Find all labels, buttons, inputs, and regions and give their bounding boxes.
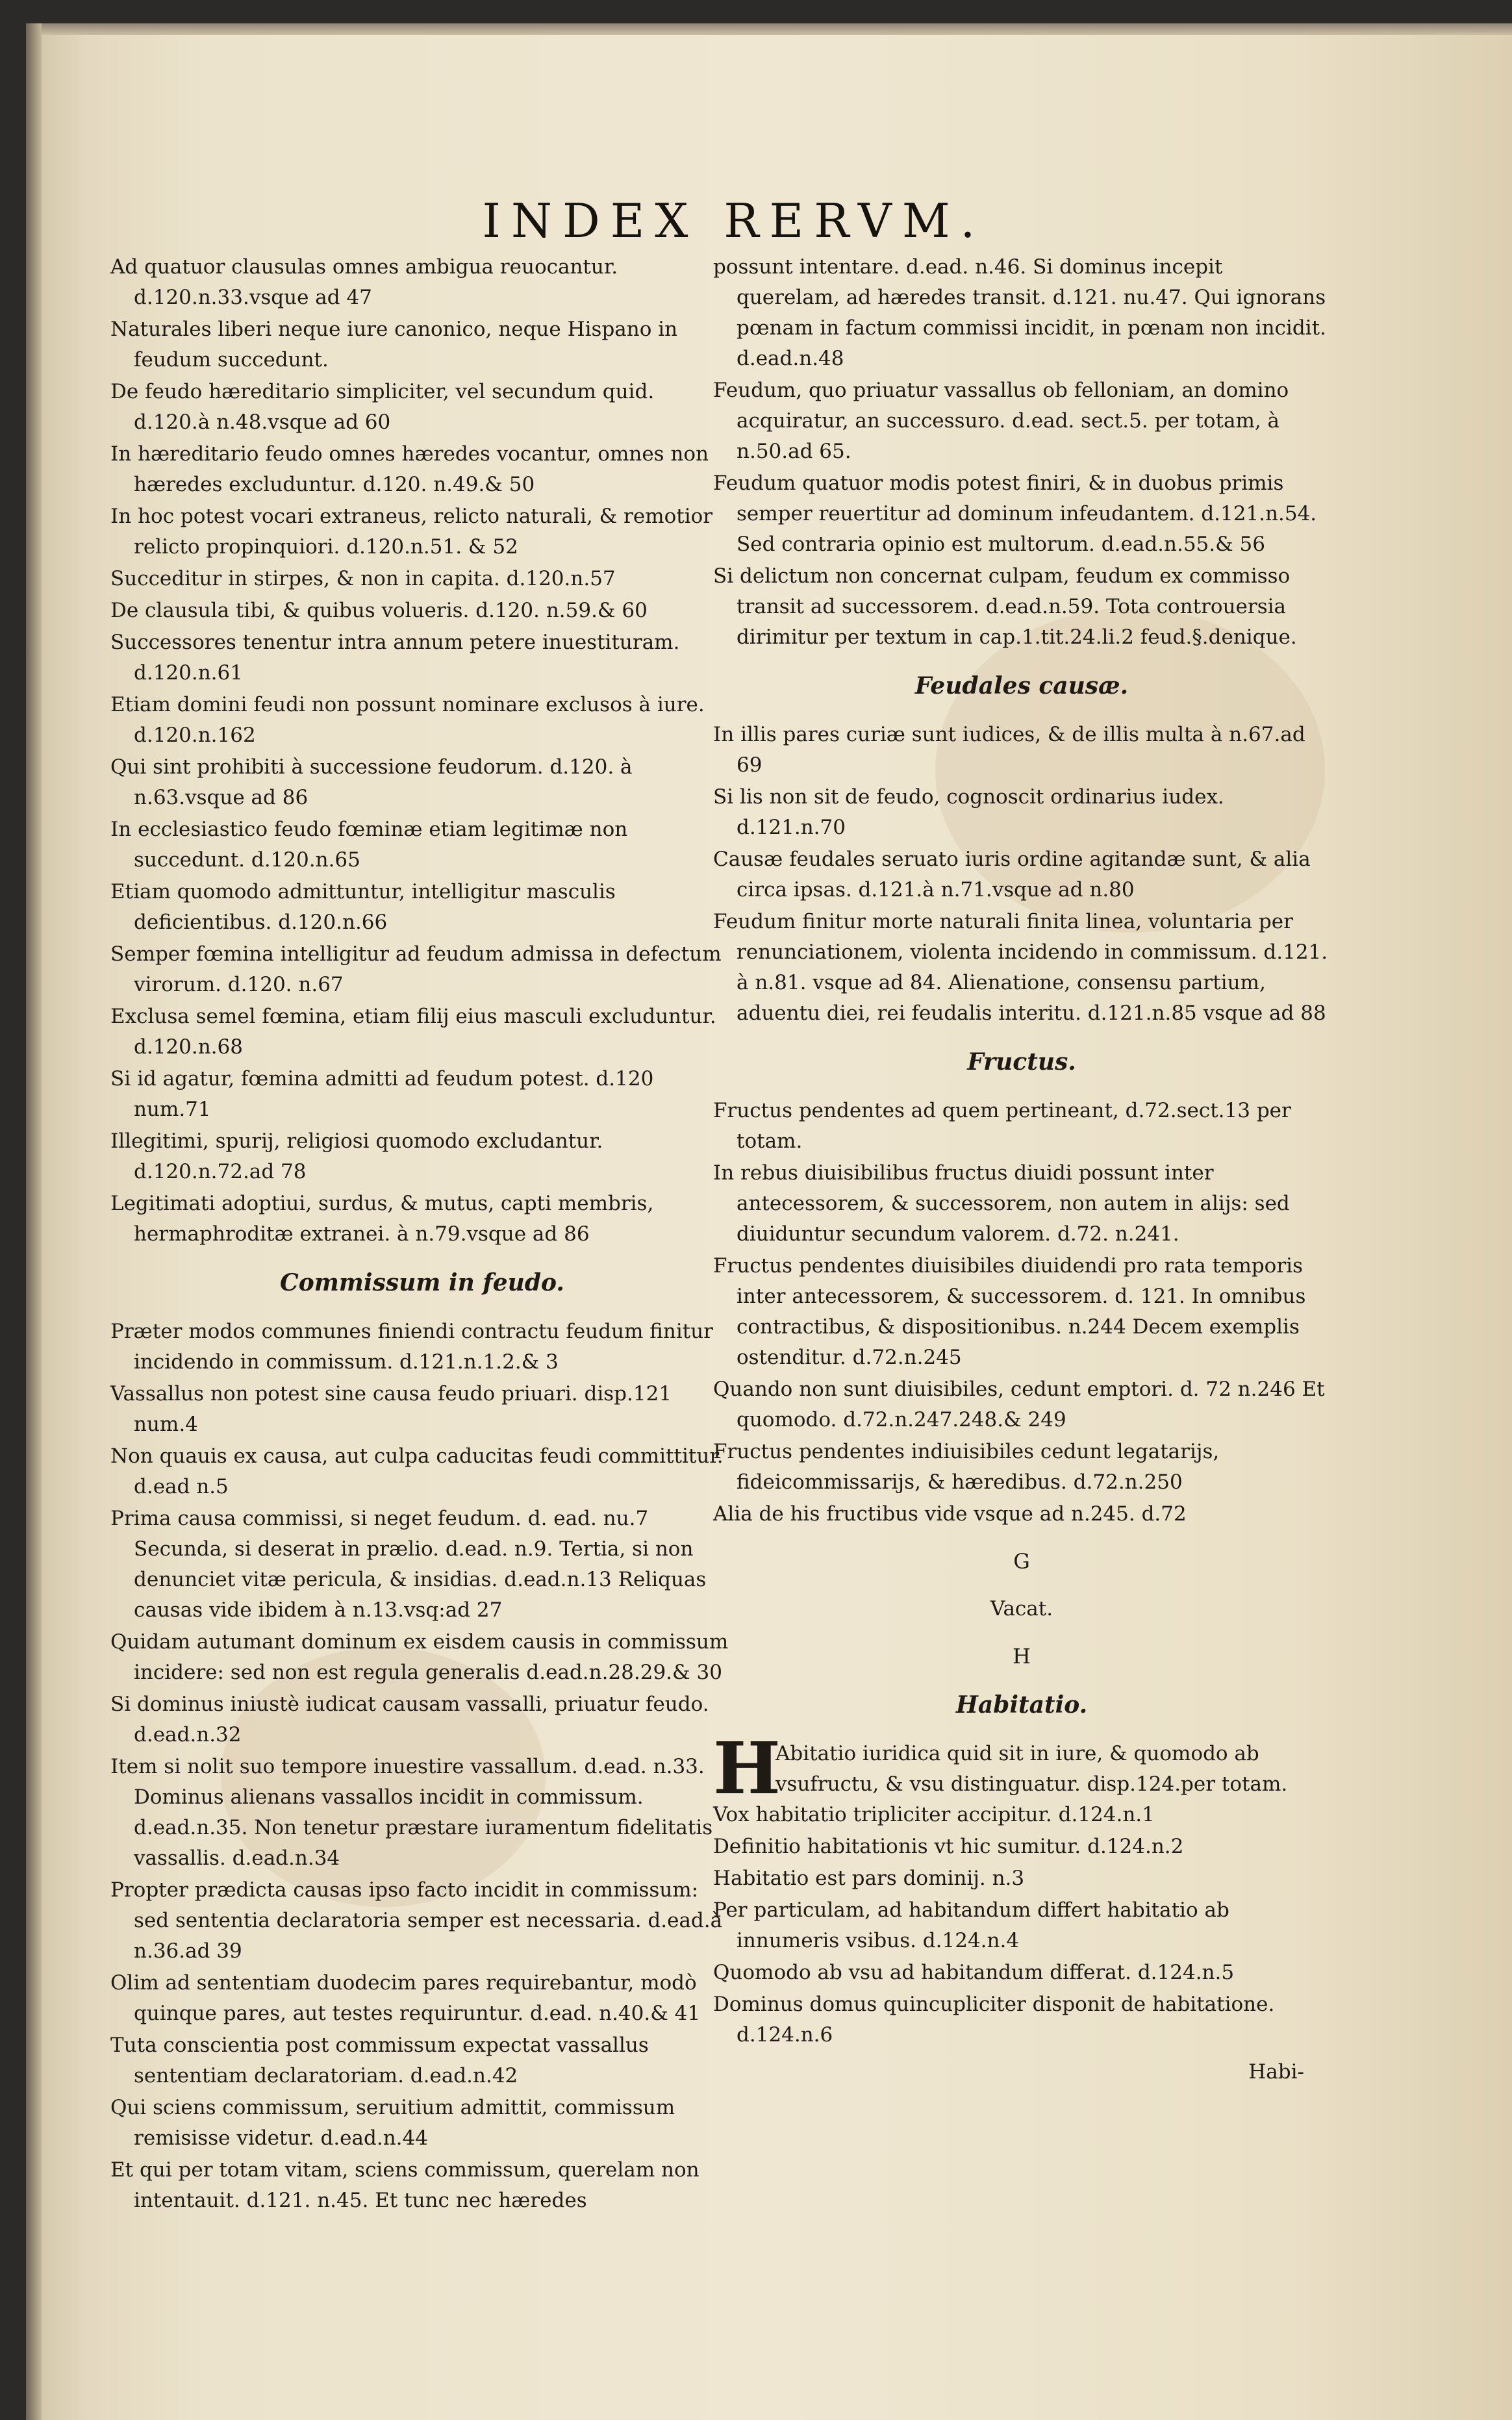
index-entry: Fructus pendentes indiuisibiles cedunt legatarijs, fideicommissarijs, & hæredibus. d.72.n.250	[713, 1440, 1220, 1494]
right-column	[713, 252, 1330, 2087]
index-entry: Si dominus iniustè iudicat causam vassalli, priuatur feudo. d.ead.n.32	[110, 1693, 709, 1746]
index-entry: Quidam autumant dominum ex eisdem causis in commissum incidere: sed non est regula generalis d.ead.n.28.29.& 30	[110, 1630, 729, 1684]
index-entry: Tuta conscientia post commissum expectat vassallus sententiam declaratoriam. d.ead.n.42	[110, 2034, 649, 2087]
index-entry: Naturales liberi neque iure canonico, neque Hispano in feudum succedunt.	[110, 318, 678, 372]
index-entry: Non quauis ex causa, aut culpa caducitas feudi committitur. d.ead n.5	[110, 1444, 724, 1498]
index-entry: Fructus pendentes ad quem pertineant, d.72.sect.13 per totam.	[713, 1099, 1291, 1153]
index-entry: Præter modos communes finiendi contractu feudum finitur incidendo in commissum. d.121.n.1.2.& 3	[110, 1320, 713, 1374]
index-entry: Feudum, quo priuatur vassallus ob felloniam, an domino acquiratur, an successuro. d.ead. sect.5. per totam, à n.50.ad 65.	[713, 379, 1289, 463]
index-entry: Qui sciens commissum, seruitium admittit, commissum remisisse videtur. d.ead.n.44	[110, 2096, 675, 2150]
book-page	[26, 23, 1512, 2420]
page-gutter-edge	[26, 23, 42, 2420]
right-entries-c	[713, 1096, 1330, 1530]
index-entry: Exclusa semel fœmina, etiam filij eius masculi excluduntur. d.120.n.68	[110, 1005, 716, 1059]
vacat-label: Vacat.	[990, 1597, 1053, 1620]
right-entries-a	[713, 252, 1330, 653]
index-entry: Quomodo ab vsu ad habitandum differat. d.124.n.5	[713, 1961, 1235, 1984]
section-heading-habitatio: Habitatio.	[955, 1691, 1088, 1719]
index-entry: Feudum finitur morte naturali finita linea, voluntaria per renunciationem, violenta incidendo in commissum. d.121. à n.81. vsque ad 84. Alienatione, consensu partium, aduentu diei, rei feudalis interitu. d.121.n.85 vsque ad 88	[713, 910, 1328, 1025]
index-entry: In rebus diuisibilibus fructus diuidi possunt inter antecessorem, & successorem, non autem in alijs: sed diuiduntur secundum valorem. d.72. n.241.	[713, 1161, 1290, 1246]
right-entries-d	[713, 1800, 1330, 2050]
index-entry: Etiam domini feudi non possunt nominare exclusos à iure. d.120.n.162	[110, 693, 705, 747]
index-entry: Per particulam, ad habitandum differt habitatio ab innumeris vsibus. d.124.n.4	[713, 1898, 1229, 1952]
index-entry: Feudum quatuor modis potest finiri, & in duobus primis semper reuertitur ad dominum infeudantem. d.121.n.54. Sed contraria opinio est multorum. d.ead.n.55.& 56	[713, 472, 1317, 556]
index-entry: possunt intentare. d.ead. n.46. Si dominus incepit querelam, ad hæredes transit. d.121. nu.47. Qui ignorans pœnam in factum commissi incidit, in pœnam non incidit. d.ead.n.48	[713, 255, 1326, 370]
index-entry: Prima causa commissi, si neget feudum. d. ead. nu.7 Secunda, si deserat in prælio. d.ead. n.9. Tertia, si non denunciet vitæ pericula, & insidias. d.ead.n.13 Reliquas causas vide ibidem à n.13.vsq:ad 27	[110, 1507, 707, 1622]
letter-heading-g: G	[1013, 1549, 1030, 1574]
habitatio-first-entry	[713, 1726, 1330, 1810]
index-entry: Illegitimi, spurij, religiosi quomodo excludantur. d.120.n.72.ad 78	[110, 1129, 603, 1183]
index-entry: Olim ad sententiam duodecim pares requirebantur, modò quinque pares, aut testes requiruntur. d.ead. n.40.& 41	[110, 1971, 701, 2025]
index-entry: Succeditur in stirpes, & non in capita. d.120.n.57	[110, 567, 616, 590]
running-head: INDEX RERVM.	[482, 194, 986, 248]
index-entry: Semper fœmina intelligitur ad feudum admissa in defectum virorum. d.120. n.67	[110, 942, 722, 996]
index-entry: Si lis non sit de feudo, cognoscit ordinarius iudex. d.121.n.70	[713, 785, 1224, 839]
index-entry: Alia de his fructibus vide vsque ad n.245. d.72	[713, 1502, 1187, 1526]
section-heading-fructus: Fructus.	[967, 1048, 1076, 1076]
left-entries-a	[110, 252, 734, 1250]
habitatio-first-text: Abitatio iuridica quid sit in iure, & quomodo ab vsufructu, & vsu distinguatur. disp.124.per totam.	[775, 1742, 1288, 1796]
drop-cap: H	[713, 1726, 781, 1810]
index-entry: Si id agatur, fœmina admitti ad feudum potest. d.120 num.71	[110, 1067, 654, 1121]
index-entry: Item si nolit suo tempore inuestire vassallum. d.ead. n.33. Dominus alienans vassallos incidit in commissum. d.ead.n.35. Non tenetur præstare iuramentum fidelitatis vassallis. d.ead.n.34	[110, 1755, 713, 1870]
page-top-edge	[26, 23, 1512, 35]
index-entry: In ecclesiastico feudo fœminæ etiam legitimæ non succedunt. d.120.n.65	[110, 818, 628, 872]
index-entry: Definitio habitationis vt hic sumitur. d.124.n.2	[713, 1835, 1184, 1858]
index-entry: Successores tenentur intra annum petere inuestituram. d.120.n.61	[110, 631, 680, 685]
index-entry: Ad quatuor clausulas omnes ambigua reuocantur. d.120.n.33.vsque ad 47	[110, 255, 618, 309]
catchword: Habi-	[1248, 2060, 1304, 2084]
index-entry: Causæ feudales seruato iuris ordine agitandæ sunt, & alia circa ipsas. d.121.à n.71.vsque ad n.80	[713, 848, 1311, 901]
index-entry: In hæreditario feudo omnes hæredes vocantur, omnes non hæredes excluduntur. d.120. n.49.& 50	[110, 442, 709, 496]
index-entry: Et qui per totam vitam, sciens commissum, querelam non intentauit. d.121. n.45. Et tunc nec hæredes	[110, 2158, 699, 2212]
index-entry: Fructus pendentes diuisibiles diuidendi pro rata temporis inter antecessorem, & successorem. d. 121. In omnibus contractibus, & dispositionibus. n.244 Decem exemplis ostenditur. d.72.n.245	[713, 1254, 1306, 1369]
index-entry: Quando non sunt diuisibiles, cedunt emptori. d. 72 n.246 Et quomodo. d.72.n.247.248.& 249	[713, 1378, 1325, 1431]
index-entry: Etiam quomodo admittuntur, intelligitur masculis deficientibus. d.120.n.66	[110, 880, 616, 934]
index-entry: In hoc potest vocari extraneus, relicto naturali, & remotior relicto propinquiori. d.120.n.51. & 52	[110, 505, 713, 559]
index-entry: Dominus domus quincupliciter disponit de habitatione. d.124.n.6	[713, 1993, 1275, 2047]
index-entry: Habitatio est pars dominij. n.3	[713, 1867, 1025, 1890]
left-entries-b	[110, 1317, 734, 2216]
index-entry: Legitimati adoptiui, surdus, & mutus, capti membris, hermaphroditæ extranei. à n.79.vsque ad 86	[110, 1192, 654, 1246]
index-entry: De clausula tibi, & quibus volueris. d.120. n.59.& 60	[110, 599, 648, 622]
left-column	[110, 252, 734, 2217]
right-entries-b	[713, 720, 1330, 1029]
index-entry: Vox habitatio tripliciter accipitur. d.124.n.1	[713, 1803, 1155, 1826]
section-heading-commissum: Commissum in feudo.	[280, 1269, 564, 1296]
index-entry: In illis pares curiæ sunt iudices, & de illis multa à n.67.ad 69	[713, 723, 1305, 777]
letter-heading-h: H	[1013, 1644, 1031, 1669]
index-entry: Vassallus non potest sine causa feudo priuari. disp.121 num.4	[110, 1382, 672, 1436]
section-heading-feudales: Feudales causæ.	[914, 672, 1129, 700]
index-entry: Qui sint prohibiti à successione feudorum. d.120. à n.63.vsque ad 86	[110, 755, 633, 809]
index-entry: Propter prædicta causas ipso facto incidit in commissum: sed sententia declaratoria semper est necessaria. d.ead.à n.36.ad 39	[110, 1878, 723, 1963]
index-entry: Si delictum non concernat culpam, feudum ex commisso transit ad successorem. d.ead.n.59. Tota controuersia dirimitur per textum in cap.1.tit.24.li.2 feud.§.denique.	[713, 564, 1297, 649]
index-entry: De feudo hæreditario simpliciter, vel secundum quid. d.120.à n.48.vsque ad 60	[110, 380, 655, 434]
